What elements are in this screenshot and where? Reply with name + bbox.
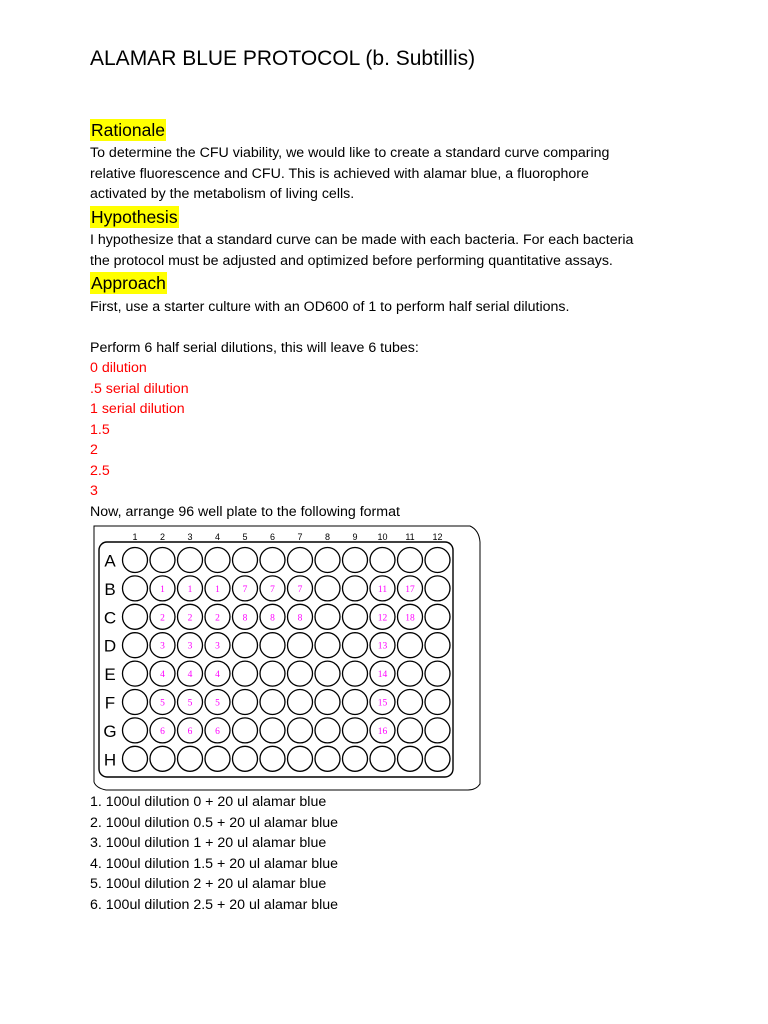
well: [288, 746, 313, 771]
row-label: E: [104, 665, 116, 685]
well: [178, 548, 203, 573]
well: [123, 548, 148, 573]
well: [288, 633, 313, 658]
row-label: D: [103, 636, 117, 656]
column-label: 4: [214, 532, 221, 542]
well: [260, 633, 285, 658]
well: [205, 746, 230, 771]
well: [260, 718, 285, 743]
well: [260, 661, 285, 686]
well: [123, 604, 148, 629]
rationale-line: activated by the metabolism of living cells.: [90, 186, 355, 202]
well-label: 8: [297, 613, 303, 624]
wells-grid: [123, 548, 451, 772]
well: [370, 548, 395, 573]
column-label: 9: [352, 532, 358, 542]
well: [315, 690, 340, 715]
rationale-line: To determine the CFU viability, we would like to create a standard curve comparing: [90, 145, 610, 161]
well-label: 1: [160, 584, 165, 595]
well: [398, 661, 423, 686]
well: [233, 548, 258, 573]
list-item: 6. 100ul dilution 2.5 + 20 ul alamar blue: [90, 896, 339, 913]
well: [123, 718, 148, 743]
well: [425, 548, 450, 573]
row-label: H: [103, 750, 117, 770]
column-label: 5: [242, 532, 248, 542]
well: [425, 690, 450, 715]
well: [233, 746, 258, 771]
well: [123, 576, 148, 601]
well-label: 7: [270, 584, 275, 595]
column-label: 12: [432, 532, 443, 542]
well-label: 13: [377, 641, 388, 652]
well: [425, 718, 450, 743]
well-label: 6: [187, 726, 193, 737]
tube-item: 2.5: [90, 463, 110, 479]
hypothesis-line: the protocol must be adjusted and optimized before performing quantitative assays.: [90, 253, 613, 269]
well: [178, 746, 203, 771]
hypothesis-line: I hypothesize that a standard curve can be made with each bacteria. For each bacteria: [90, 232, 634, 248]
well-label: 18: [405, 613, 415, 624]
tube-item: 1.5: [90, 422, 110, 438]
well: [315, 746, 340, 771]
well-label: 3: [215, 641, 220, 652]
well: [343, 576, 368, 601]
row-labels: [103, 552, 116, 770]
well: [343, 604, 368, 629]
well: [315, 604, 340, 629]
well-label: 12: [377, 613, 388, 624]
well-label: 5: [187, 698, 193, 709]
column-label: 1: [132, 532, 138, 542]
dilutions-intro: Perform 6 half serial dilutions, this will leave 6 tubes:: [90, 340, 419, 356]
well-label: 8: [242, 613, 248, 624]
well-label: 3: [160, 641, 165, 652]
well: [150, 548, 175, 573]
well: [123, 746, 148, 771]
row-label: F: [104, 693, 116, 713]
well-plate-diagram: [90, 522, 482, 792]
well: [425, 661, 450, 686]
rationale-line: relative fluorescence and CFU. This is achieved with alamar blue, a fluorophore: [90, 166, 589, 182]
list-item: 2. 100ul dilution 0.5 + 20 ul alamar blue: [90, 814, 339, 831]
well-label: 17: [405, 584, 415, 595]
column-label: 11: [405, 532, 415, 542]
well: [233, 633, 258, 658]
well-label: 4: [187, 670, 193, 681]
well: [123, 690, 148, 715]
plate-intro: Now, arrange 96 well plate to the following format: [90, 504, 400, 520]
tube-item: .5 serial dilution: [90, 381, 189, 397]
well-label: 8: [270, 613, 275, 624]
well-label: 5: [215, 698, 220, 709]
well: [398, 746, 423, 771]
well-label: 11: [377, 584, 388, 595]
row-label: B: [104, 579, 116, 599]
well: [288, 548, 313, 573]
list-item: 3. 100ul dilution 1 + 20 ul alamar blue: [90, 835, 327, 851]
well: [398, 718, 423, 743]
well-label: 4: [215, 670, 220, 681]
well: [260, 690, 285, 715]
row-label: A: [104, 551, 116, 571]
well-label: 1: [215, 584, 220, 595]
column-label: 7: [297, 532, 303, 542]
well: [315, 548, 340, 573]
approach-heading: Approach: [91, 273, 166, 293]
well: [398, 690, 423, 715]
well-label: 2: [160, 613, 165, 624]
well: [288, 718, 313, 743]
well: [315, 576, 340, 601]
approach-intro: First, use a starter culture with an OD600 of 1 to perform half serial dilutions.: [90, 299, 570, 315]
well: [260, 746, 285, 771]
hypothesis-heading: Hypothesis: [91, 207, 178, 227]
well: [398, 633, 423, 658]
column-label: 10: [377, 532, 388, 542]
well: [425, 633, 450, 658]
column-label: 8: [324, 532, 331, 542]
well: [370, 746, 395, 771]
well: [343, 661, 368, 686]
row-label: G: [103, 721, 117, 741]
well-label: 7: [297, 584, 303, 595]
tube-item: 1 serial dilution: [90, 401, 185, 417]
tube-item: 3: [90, 483, 98, 499]
well-label: 7: [242, 584, 248, 595]
well: [315, 633, 340, 658]
list-item: 4. 100ul dilution 1.5 + 20 ul alamar blue: [90, 855, 339, 872]
well-label: 3: [187, 641, 193, 652]
well: [425, 746, 450, 771]
well-label: 15: [377, 698, 388, 709]
well: [343, 746, 368, 771]
well: [343, 690, 368, 715]
well: [150, 746, 175, 771]
well: [123, 661, 148, 686]
steps-list: [90, 792, 338, 915]
well: [425, 576, 450, 601]
well: [288, 661, 313, 686]
well: [425, 604, 450, 629]
well: [343, 633, 368, 658]
well-label: 2: [215, 613, 220, 624]
well: [315, 661, 340, 686]
list-item: 1. 100ul dilution 0 + 20 ul alamar blue: [90, 794, 327, 810]
well-label: 6: [160, 726, 165, 737]
well: [343, 548, 368, 573]
well-label: 1: [187, 584, 193, 595]
well-label: 6: [215, 726, 220, 737]
document-title: ALAMAR BLUE PROTOCOL (b. Subtillis): [90, 47, 476, 70]
well: [398, 548, 423, 573]
well: [260, 548, 285, 573]
well-label: 4: [160, 670, 165, 681]
well: [123, 633, 148, 658]
well: [288, 690, 313, 715]
list-item: 5. 100ul dilution 2 + 20 ul alamar blue: [90, 876, 327, 892]
well: [315, 718, 340, 743]
column-labels: [132, 532, 442, 542]
column-label: 6: [269, 532, 276, 542]
well-label: 16: [377, 726, 388, 737]
well: [205, 548, 230, 573]
row-label: C: [103, 608, 117, 628]
tube-item: 2: [90, 442, 98, 458]
well: [233, 718, 258, 743]
rationale-heading: Rationale: [91, 120, 165, 140]
column-label: 3: [187, 532, 193, 542]
well: [233, 690, 258, 715]
well: [233, 661, 258, 686]
column-label: 2: [159, 532, 166, 542]
tube-item: 0 dilution: [90, 360, 147, 376]
well: [343, 718, 368, 743]
well-label: 5: [160, 698, 165, 709]
well-label: 2: [187, 613, 193, 624]
well-label: 14: [377, 670, 388, 681]
